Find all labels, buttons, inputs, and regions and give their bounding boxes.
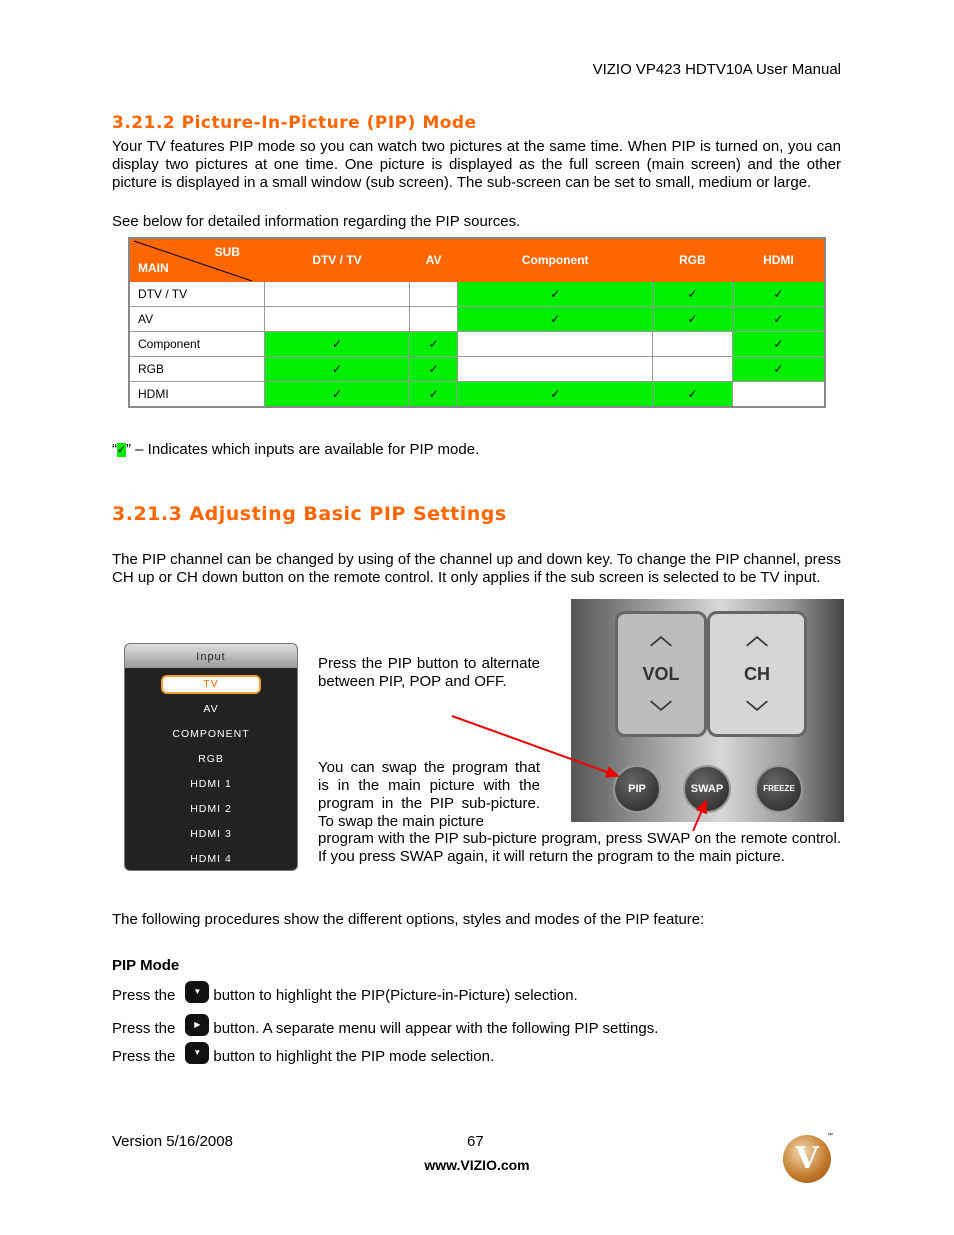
input-menu-item bbox=[125, 797, 297, 822]
check-cell bbox=[653, 307, 733, 332]
column-header: Component bbox=[458, 238, 653, 282]
check-icon: ✓ bbox=[428, 337, 439, 351]
section-heading-pip-mode: 3.21.2 Picture-In-Picture (PIP) Mode bbox=[112, 113, 477, 133]
footer-page-number: 67 bbox=[467, 1133, 484, 1150]
table-row bbox=[129, 282, 825, 307]
pip-channel-paragraph: The PIP channel can be changed by using of the channel up and down key. To change the PIP channel, press CH up or CH down button on the remote control. It only applies if the sub screen is selected to be TV input. bbox=[112, 551, 841, 586]
step-text: Press the bbox=[112, 1047, 176, 1065]
check-icon: ✓ bbox=[773, 287, 784, 301]
corner-main-label: MAIN bbox=[138, 261, 169, 275]
chevron-up-icon: ︿ bbox=[745, 624, 768, 649]
footer-url: www.VIZIO.com bbox=[424, 1157, 530, 1173]
column-header: RGB bbox=[653, 238, 733, 282]
chevron-down-icon: ﹀ bbox=[649, 700, 672, 725]
row-label: DTV / TV bbox=[129, 282, 265, 307]
check-cell bbox=[732, 332, 825, 357]
table-row bbox=[129, 307, 825, 332]
empty-cell bbox=[458, 332, 653, 357]
table-row bbox=[129, 332, 825, 357]
swap-arrow bbox=[690, 795, 720, 835]
corner-sub-label: SUB bbox=[214, 245, 240, 259]
input-menu-item bbox=[125, 822, 297, 847]
row-label: HDMI bbox=[129, 382, 265, 408]
table-legend bbox=[112, 441, 479, 458]
table-body bbox=[129, 282, 825, 408]
input-menu-item-label: HDMI 2 bbox=[190, 803, 232, 815]
vol-label: VOL bbox=[642, 664, 680, 684]
check-icon: ✓ bbox=[550, 387, 561, 401]
pip-intro-paragraph: Your TV features PIP mode so you can watch two pictures at the same time. When PIP is turned on, you can display two pictures at one time. One picture is displayed as the full screen (main screen) and the other picture is displayed in a small window (sub screen). The sub-screen can be set to small, medium or large. bbox=[112, 138, 841, 191]
check-cell bbox=[458, 307, 653, 332]
empty-cell bbox=[458, 357, 653, 382]
check-cell bbox=[653, 282, 733, 307]
input-menu-item bbox=[125, 747, 297, 772]
freeze-remote-button: FREEZE bbox=[755, 765, 803, 813]
input-menu-item-label: AV bbox=[203, 703, 219, 715]
check-cell bbox=[458, 382, 653, 408]
check-cell bbox=[265, 357, 410, 382]
table-row bbox=[129, 382, 825, 408]
check-cell bbox=[265, 332, 410, 357]
empty-cell bbox=[732, 382, 825, 408]
swap-caption-part1: You can swap the program that is in the main picture with the program in the PIP sub-picture. To swap the main picture bbox=[318, 759, 540, 830]
input-menu-item bbox=[125, 672, 297, 697]
chevron-down-icon: ﹀ bbox=[745, 700, 768, 725]
check-cell bbox=[653, 382, 733, 408]
step-3 bbox=[112, 1046, 494, 1068]
step-text: Press the bbox=[112, 1019, 176, 1037]
step-text: Press the bbox=[112, 986, 176, 1004]
check-icon: ✓ bbox=[687, 387, 698, 401]
step-1 bbox=[112, 985, 578, 1007]
check-cell bbox=[732, 307, 825, 332]
empty-cell bbox=[265, 307, 410, 332]
table-corner-cell bbox=[129, 238, 265, 282]
empty-cell bbox=[653, 332, 733, 357]
legend-open-quote: “ bbox=[112, 441, 117, 458]
check-icon: ✓ bbox=[331, 387, 343, 401]
check-icon: ✓ bbox=[687, 312, 698, 326]
input-menu-item bbox=[125, 772, 297, 797]
pip-mode-title: PIP Mode bbox=[112, 957, 180, 974]
check-cell bbox=[732, 282, 825, 307]
down-arrow-button-icon: ▼ bbox=[185, 981, 209, 1003]
legend-check-icon: ✓ bbox=[117, 444, 127, 457]
callout-arrows bbox=[440, 700, 640, 840]
input-menu-item-label: RGB bbox=[198, 753, 224, 765]
input-menu-item-label: HDMI 3 bbox=[190, 828, 232, 840]
trademark-mark: ™ bbox=[827, 1133, 833, 1139]
check-icon: ✓ bbox=[331, 337, 343, 351]
swap-remote-button: SWAP bbox=[683, 765, 731, 813]
step-text: button to highlight the PIP(Picture-in-Picture) selection. bbox=[213, 986, 578, 1004]
row-label: Component bbox=[129, 332, 265, 357]
input-menu-item bbox=[125, 697, 297, 722]
check-cell bbox=[732, 357, 825, 382]
step-text: button. A separate menu will appear with the following PIP settings. bbox=[213, 1019, 659, 1037]
row-label: AV bbox=[129, 307, 265, 332]
pip-remote-button: PIP bbox=[613, 765, 661, 813]
right-arrow-button-icon: ▶ bbox=[185, 1014, 209, 1036]
column-header: DTV / TV bbox=[265, 238, 410, 282]
check-icon: ✓ bbox=[550, 287, 561, 301]
column-header: HDMI bbox=[732, 238, 825, 282]
step-text: button to highlight the PIP mode selection. bbox=[213, 1047, 495, 1065]
input-menu-title: Input bbox=[125, 644, 297, 668]
arrow-to-pip bbox=[452, 716, 618, 776]
check-icon: ✓ bbox=[773, 312, 784, 326]
ch-label: CH bbox=[744, 664, 770, 684]
input-menu-item-label: COMPONENT bbox=[172, 728, 250, 740]
ch-rocker bbox=[707, 611, 807, 737]
column-header: AV bbox=[409, 238, 457, 282]
check-icon: ✓ bbox=[428, 387, 439, 401]
check-cell bbox=[409, 357, 457, 382]
input-menu-item bbox=[125, 722, 297, 747]
check-cell bbox=[265, 382, 410, 408]
check-icon: ✓ bbox=[687, 287, 698, 301]
pip-sources-note: See below for detailed information regarding the PIP sources. bbox=[112, 213, 521, 230]
down-arrow-button-icon: ▼ bbox=[185, 1042, 209, 1064]
check-icon: ✓ bbox=[550, 312, 561, 326]
step-2 bbox=[112, 1018, 658, 1040]
logo-letter: V bbox=[795, 1141, 819, 1176]
chevron-up-icon: ︿ bbox=[649, 624, 672, 649]
row-label: RGB bbox=[129, 357, 265, 382]
input-menu-item bbox=[125, 847, 297, 872]
vizio-logo bbox=[783, 1135, 831, 1183]
input-menu-screenshot bbox=[124, 643, 298, 871]
check-icon: ✓ bbox=[773, 337, 784, 351]
check-cell bbox=[409, 382, 457, 408]
empty-cell bbox=[653, 357, 733, 382]
check-cell bbox=[409, 332, 457, 357]
check-icon: ✓ bbox=[331, 362, 343, 376]
document-header: VIZIO VP423 HDTV10A User Manual bbox=[592, 61, 841, 78]
table-header-row bbox=[129, 238, 825, 282]
empty-cell bbox=[409, 282, 457, 307]
check-cell bbox=[458, 282, 653, 307]
pip-button-caption: Press the PIP button to alternate between PIP, POP and OFF. bbox=[318, 655, 540, 690]
legend-text: ” – Indicates which inputs are available for PIP mode. bbox=[126, 441, 480, 458]
check-icon: ✓ bbox=[773, 362, 784, 376]
input-menu-item-label: HDMI 1 bbox=[190, 778, 232, 790]
section-heading-pip-settings: 3.21.3 Adjusting Basic PIP Settings bbox=[112, 503, 507, 525]
empty-cell bbox=[409, 307, 457, 332]
procedures-intro: The following procedures show the different options, styles and modes of the PIP feature: bbox=[112, 911, 705, 928]
pip-sources-table bbox=[128, 237, 826, 408]
check-icon: ✓ bbox=[428, 362, 439, 376]
input-menu-item-label: TV bbox=[161, 675, 261, 694]
footer-version: Version 5/16/2008 bbox=[112, 1133, 233, 1150]
swap-caption-part2: program with the PIP sub-picture program, press SWAP on the remote control. If you press SWAP again, it will return the program to the main picture. bbox=[318, 830, 841, 865]
empty-cell bbox=[265, 282, 410, 307]
input-menu-item-label: HDMI 4 bbox=[190, 853, 232, 865]
table-row bbox=[129, 357, 825, 382]
